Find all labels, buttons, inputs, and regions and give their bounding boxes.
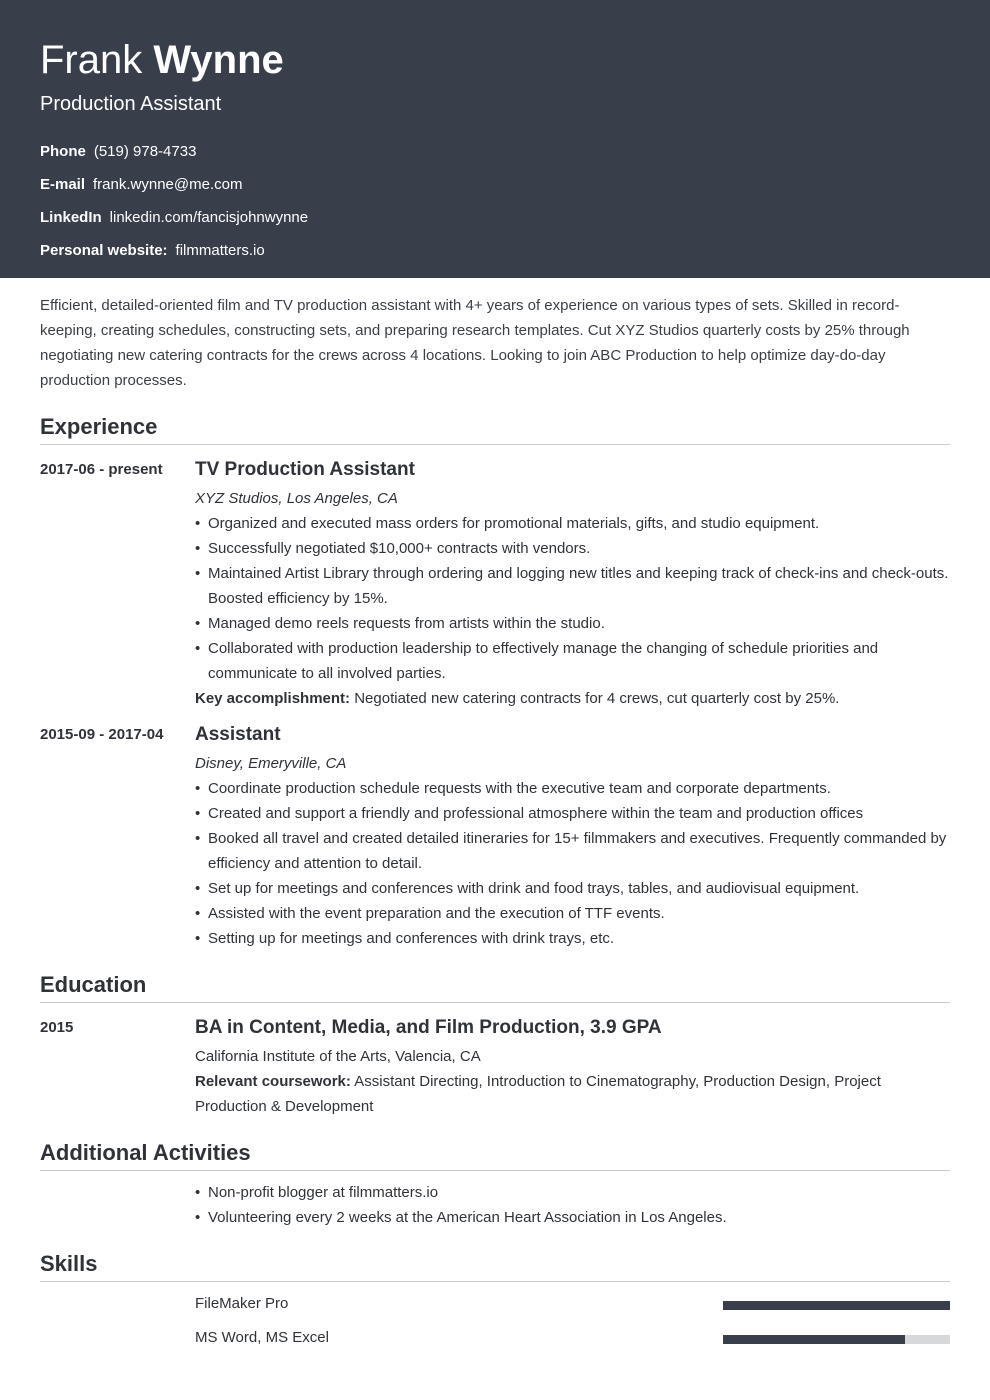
skill-name: MS Word, MS Excel: [195, 1329, 329, 1346]
job-entry: [195, 722, 950, 951]
job-company: Disney, Emeryville, CA: [195, 755, 347, 772]
candidate-name: [40, 37, 284, 83]
education-degree: BA in Content, Media, and Film Production, 3.9 GPA: [195, 1017, 662, 1038]
key-accomplishment-label: Key accomplishment:: [195, 690, 351, 707]
job-bullets: [195, 511, 950, 686]
job-title: Production Assistant: [40, 93, 222, 115]
education-entry: [195, 1015, 950, 1119]
contact-value: linkedin.com/fancisjohnwynne: [109, 209, 309, 226]
contact-email: [40, 175, 242, 195]
activities-heading: Additional Activities: [40, 1139, 950, 1171]
bullet-item: • Set up for meetings and conferences with drink and food trays, tables, and audiovisual equipment.: [195, 876, 950, 901]
bullet-item: • Booked all travel and created detailed itineraries for 15+ filmmakers and executives. Frequently commanded by efficiency and attention to detail.: [195, 826, 950, 876]
skill-level-fill: [723, 1301, 950, 1310]
bullet-item: • Created and support a friendly and professional atmosphere within the team and production offices: [195, 801, 950, 826]
job-dates: 2015-09 - 2017-04: [40, 726, 164, 743]
job-entry: [195, 457, 950, 711]
job-dates: 2017-06 - present: [40, 461, 163, 478]
skills-heading: Skills: [40, 1250, 950, 1282]
bullet-item: • Setting up for meetings and conferences with drink trays, etc.: [195, 926, 950, 951]
job-bullets: [195, 776, 950, 951]
bullet-item: • Managed demo reels requests from artists within the studio.: [195, 611, 950, 636]
contact-phone: [40, 142, 196, 162]
education-year: 2015: [40, 1019, 74, 1036]
job-role: Assistant: [195, 724, 281, 745]
contact-label: Phone: [40, 143, 86, 160]
education-heading: Education: [40, 971, 950, 1003]
job-role: TV Production Assistant: [195, 459, 415, 480]
activities-entry: [195, 1180, 950, 1230]
skill-name: FileMaker Pro: [195, 1295, 289, 1312]
bullet-item: • Non-profit blogger at filmmatters.io: [195, 1180, 950, 1205]
experience-heading: Experience: [40, 413, 950, 445]
skill-level-fill: [723, 1335, 905, 1344]
bullet-item: • Coordinate production schedule requests with the executive team and corporate departments.: [195, 776, 950, 801]
skill-row: [195, 1294, 950, 1318]
summary: Efficient, detailed-oriented film and TV production assistant with 4+ years of experience on various types of sets. Skilled in record-keeping, creating schedules, constructing sets, and preparing research templates. Cut XYZ Studios quarterly costs by 25% through negotiating new catering contracts for the crews across 4 locations. Looking to join ABC Production to help optimize day-do-day production processes.: [40, 297, 910, 389]
contact-website: [40, 241, 265, 261]
resume-header: [0, 0, 990, 278]
contact-label: Personal website:: [40, 242, 168, 259]
bullet-item: • Maintained Artist Library through ordering and logging new titles and keeping track of check-ins and check-outs. Boosted efficiency by 15%.: [195, 561, 950, 611]
last-name: Wynne: [153, 38, 284, 82]
bullet-item: • Collaborated with production leadership to effectively manage the changing of schedule priorities and communicate to all involved parties.: [195, 636, 950, 686]
job-company: XYZ Studios, Los Angeles, CA: [195, 490, 398, 507]
contact-label: LinkedIn: [40, 209, 102, 226]
contact-value: (519) 978-4733: [93, 143, 197, 160]
coursework-text: Assistant Directing, Introduction to Cinematography, Production Design, Project Production & Development: [195, 1073, 881, 1115]
contact-value: frank.wynne@me.com: [93, 176, 243, 193]
contact-linkedin: [40, 208, 308, 228]
activities-bullets: [195, 1180, 950, 1230]
bullet-item: • Organized and executed mass orders for promotional materials, gifts, and studio equipment.: [195, 511, 950, 536]
education-school: California Institute of the Arts, Valencia, CA: [195, 1048, 481, 1065]
key-accomplishment: [195, 686, 950, 711]
skill-level-bar: [723, 1335, 950, 1344]
contact-label: E-mail: [40, 176, 86, 193]
contact-value: filmmatters.io: [175, 242, 265, 259]
key-accomplishment-text: Negotiated new catering contracts for 4 crews, cut quarterly cost by 25%.: [354, 690, 840, 707]
bullet-item: • Successfully negotiated $10,000+ contracts with vendors.: [195, 536, 950, 561]
bullet-item: • Volunteering every 2 weeks at the American Heart Association in Los Angeles.: [195, 1205, 950, 1230]
skill-level-bar: [723, 1301, 950, 1310]
skill-row: [195, 1328, 950, 1352]
bullet-item: • Assisted with the event preparation and the execution of TTF events.: [195, 901, 950, 926]
first-name: Frank: [40, 38, 143, 82]
coursework-label: Relevant coursework:: [195, 1073, 351, 1090]
education-coursework: [195, 1069, 950, 1119]
